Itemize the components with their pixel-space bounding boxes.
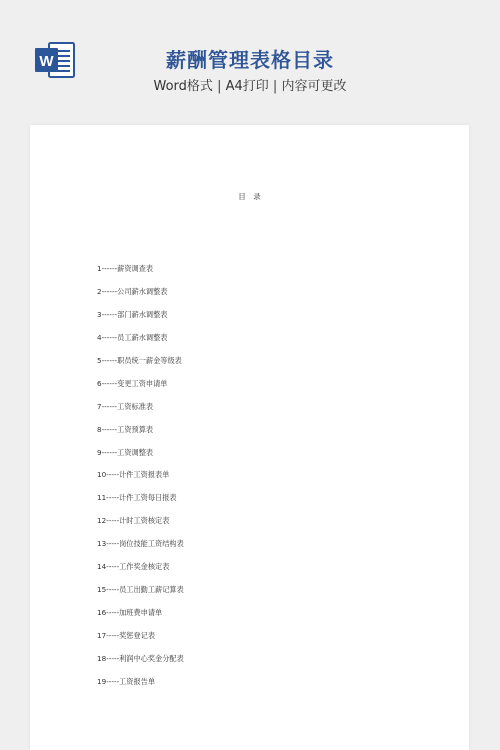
toc-item: 11-----计件工资每日报表 xyxy=(97,493,177,503)
toc-item: 5------职员统一薪金等级表 xyxy=(97,355,182,365)
subtitle-editable: 内容可更改 xyxy=(281,79,347,94)
toc-item: 17-----奖惩登记表 xyxy=(97,631,156,640)
toc-item: 2------公司薪水调整表 xyxy=(97,286,168,296)
subtitle-separator: | xyxy=(272,79,278,94)
page-title: 薪酬管理表格目录 xyxy=(166,48,334,72)
subtitle-separator: | xyxy=(217,79,222,94)
toc-item: 9------工资调整表 xyxy=(97,447,154,457)
subtitle-print: A4打印 xyxy=(225,79,269,94)
toc-item: 13-----岗位技能工资结构表 xyxy=(97,539,184,549)
subtitle xyxy=(0,75,500,94)
toc-item: 18-----利润中心奖金分配表 xyxy=(97,653,184,663)
toc-item: 4------员工薪水调整表 xyxy=(97,332,168,342)
subtitle-format: Word格式 xyxy=(153,79,213,94)
toc-item: 10-----计件工资报表单 xyxy=(97,470,170,480)
toc-item: 19-----工资报告单 xyxy=(97,676,156,686)
toc-item: 14-----工作奖金核定表 xyxy=(97,562,170,572)
toc-list xyxy=(97,264,184,700)
toc-item: 12-----计时工资核定表 xyxy=(97,516,170,526)
toc-heading: 目 录 xyxy=(238,192,261,201)
toc-item: 16-----加班费申请单 xyxy=(97,608,163,618)
toc-item: 7------工资标准表 xyxy=(97,401,154,411)
toc-item: 6------变更工资申请单 xyxy=(97,378,168,388)
document-page[interactable] xyxy=(30,125,469,750)
toc-item: 15-----员工出勤工薪记算表 xyxy=(97,585,184,595)
toc-item: 1------薪资调查表 xyxy=(97,264,154,273)
logo-letter: W xyxy=(39,53,54,70)
toc-item: 3------部门薪水调整表 xyxy=(97,309,168,319)
toc-item: 8------工资预算表 xyxy=(97,424,154,434)
